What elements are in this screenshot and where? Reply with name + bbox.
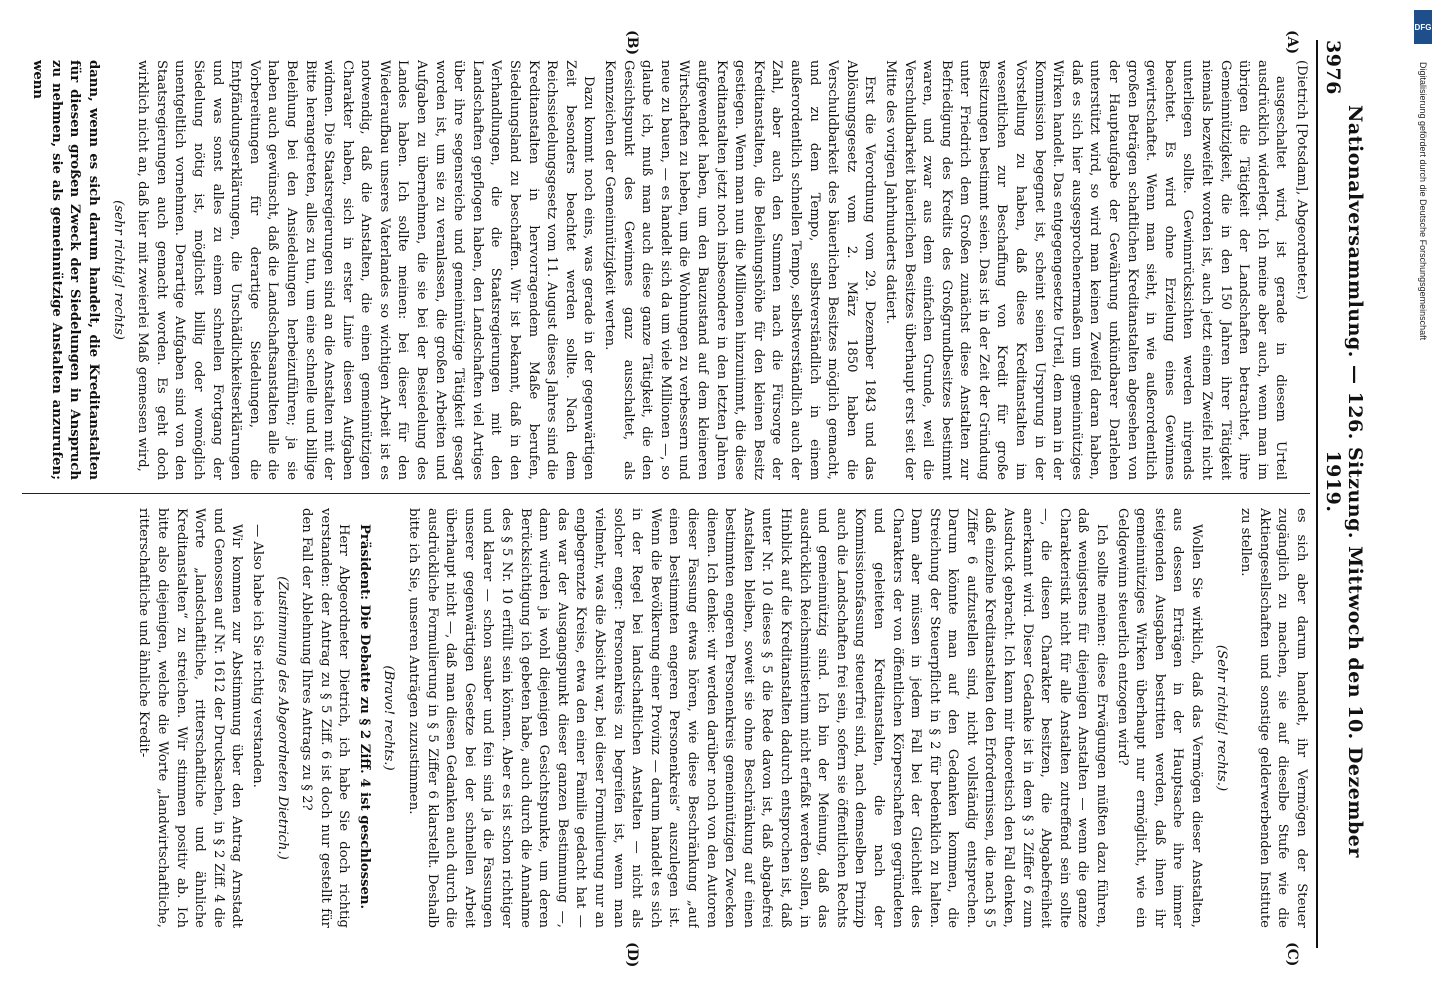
digitization-note <box>1412 10 1432 990</box>
page-running-title: Nationalversammlung. — 126. Sitzung. Mittwoch den 10. Dezember 1919. <box>1322 105 1366 858</box>
page-number: 3976 <box>1322 40 1344 95</box>
paragraph: Wollen Sie wirklich, daß das Vermögen dieser Anstalten, aus dessen Erträgen in der Hauptsache ihre immer steigenden Ausgaben bestritten werden, daß ihnen ihr gemeinnütziges Wirken überhaupt nur ermöglicht, wie ein Geldgewinn steuerlich entzogen wird? <box>1114 508 1205 928</box>
margin-marker-b: (B) <box>624 30 640 56</box>
dfg-logo: DFG <box>1414 10 1432 44</box>
page-header <box>1316 40 1366 948</box>
margin-marker-a: (A) <box>1284 30 1300 55</box>
paragraph: es sich aber darum handelt, ihr Vermögen der Steuer zugänglich zu machen, sie auf dieselbe Stufe wie die Aktiengesellschaften und sonstige gelderwerbenden Institute zu stellen. <box>1238 508 1309 928</box>
column-divider <box>22 493 1310 494</box>
president-statement: Präsident: Die Debatte zu § 2 Ziff. 4 ist geschlossen. <box>356 524 372 910</box>
paragraph: Wir kommen zur Abstimmung über den Antrag Arnstadt und Genossen auf Nr. 1612 der Drucksachen, in § 2 Ziff. 4 die Worte „landschaftliche, ritterschaftliche und ähnliche Kreditanstalten“ zu streichen. Wir stimmen positiv ab. Ich bitte also diejenigen, welche die Worte „landwirtschaftliche, ritterschaftliche und ähnliche Kredit- <box>136 508 245 928</box>
paragraph: dann, wenn es sich darum handelt, die Kreditanstalten für diesen großen Zweck der Siedelungen in Anspruch zu nehmen, sie als gemeinnützige Anstalten anzurufen; wenn <box>30 60 101 480</box>
margin-marker-c: (C) <box>1284 942 1300 967</box>
interjection: (Sehr richtig! rechts.) <box>1213 644 1229 792</box>
paragraph: ausgeschaltet wird, ist gerade in diesem Urteil ausdrücklich widerlegt. Ich meine aber auch, wenn man im übrigen die Tätigkeit der Landschaften betrachtet, ihre Gemeinnützigkeit, die in den 150 Jahren ihrer Tätigkeit niemals bezweifelt worden ist, auch jetzt einem Zweifel nicht unterliegen sollte. Gewinnrücksichten werden nirgends beachtet. Es wird ohne Erzielung eines Gewinnes gewirtschaftet. Wenn man sieht, in wie außerordentlich großen Beträgen schaftlichen Kreditanstalten abgesehen von der Hauptaufgabe der Gewährung unkündbarer Darlehen unterstützt wird, so wird man keinen Zweifel daran haben, daß es sich hier ausgesprochenermaßen um gemeinnütziges Wirken handelt. Das entgegengesetzte Urteil, dem man in der Kommission begegnet ist, scheint seinen Ursprung in der Vorstellung zu haben, daß diese Kreditanstalten im wesentlichen zur Beschaffung von Kredit für große Besitzungen bestimmt seien. Das ist in der Zeit der Gründung unter Friedrich dem Großen zunächst diese Anstalten zur Befriedigung des Kredits des Großgrundbesitzes bestimmt waren, und zwar aus dem einfachen Grunde, weil die Verschuldbarkeit bäuerlichen Besitzes überhaupt erst seit der Mitte des vorigen Jahrhunderts datiert. <box>882 60 1289 480</box>
digitization-note-text: Digitalisierung gefördert durch die Deutsche Forschungsgemeinschaft <box>1418 62 1428 341</box>
document-page <box>0 12 1380 976</box>
interjection: (sehr richtig! rechts) <box>110 200 126 340</box>
paragraph: Dazu kommt noch eins, was gerade in der gegenwärtigen Zeit besonders beachtet werden sollte. Nach dem Reichssiedelungsgesetz vom 11. August dieses Jahres sind die Kreditanstalten in hervorragendem Maße berufen, Siedelungsland zu beschaffen. Wir ist bekannt, daß in den Verhandlungen, die die Staatsregierungen mit den Landschaften gepflogen haben, den Landschaften viel Artiges über ihre segensreiche und gemeinnützige Tätigkeit gesagt worden ist, um sie zu veranlassen, die großen Arbeiten und Aufgaben zu übernehmen, die sie bei der Besiedelung des Landes haben. Ich sollte meinen: bei dieser für den Wiederaufbau unseres Vaterlandes so wichtigen Arbeit ist es notwendig, daß die Anstalten, die einen gemeinnützigen Charakter haben, sich in erster Linie diesen Aufgaben widmen. Die Staatsregierungen sind an die Anstalten mit der Bitte herangetreten, alles zu tun, um eine schnelle und billige Beleihung bei den Ansiedelungen herbeizuführen; ja sie haben auch gewünscht, daß die Landschaftsanstalten alle die Vorbereitungen für derartige Siedelungen, die Entpfändungserklärungen, die Unschädlichkeitserklärungen und was sonst alles zu einem schnellen Fortgang der Siedelung nötig ist, möglichst billig oder womöglich unentgeltlich vornehmen. Derartige Aufgaben sind von den Staatsregierungen auch gemacht worden. Es geht doch wirklich nicht an, daß hier mit zweierlei Maß gemessen wird, <box>135 60 597 480</box>
text-column-left <box>22 60 1310 480</box>
paragraph: Ich sollte meinen: diese Erwägungen müßten dazu führen, daß wenigstens für diejenigen Anstalten — wenn die ganze Charakteristik nicht für alle Anstalten zutreffend sein sollte —, die diesen Charakter besitzen, die Abgabefreiheit anerkannt wird. Dieser Gedanke ist in dem § 3 Ziffer 6 zum Ausdruck gebracht. Ich kann mir theoretisch den Fall denken, daß einzelne Kreditanstalten den Erfordernissen, die nach § 5 Ziffer 6 aufzustellen sind, nicht vollständig entsprechen. Darum könnte man auf den Gedanken kommen, die Streichung der Steuerpflicht in § 2 für bedenklich zu halten. Dann aber müssen in jedem Fall bei der Gleichheit des Charakters der von öffentlichen Körperschaften gegründeten und geleiteten Kreditanstalten, die nach der Kommissionsfassung steuerfrei sind, nach demselben Prinzip auch die Landschaften frei sein, sofern sie öffentlichen Rechts und gemeinnützig sind. Ich bin der Meinung, daß das ausdrücklich Reichsministerium nicht erfaßt werden sollen, in Hinblick auf die Kreditanstalten dadurch entsprochen ist, daß unter Nr. 10 dieses § 5 die Rede davon ist, daß abgabefrei Anstalten bleiben, soweit sie ohne Beschränkung auf einen bestimmten engeren Personenkreis gemeinnützigen Zwecken dienen. Ich denke: wir werden darüber noch von den Autoren dieser Fassung etwas hören, wie diese Beschränkung „auf einen bestimmten engeren Personenkreis“ auszulegen ist. Wenn die Bevölkerung einer Provinz — darum handelt es sich in der Regel bei landschaftlichen Anstalten — nicht als solcher enger: Personenkreis zu begreifen ist, wenn man vielmehr, was die Absicht war, bei dieser Formulierung nur an engbegrenzte Kreise, etwa den einer Familie gedacht hat — das war der Ausgangspunkt dieser ganzen Bestimmung —, dann würden ja wohl diejenigen Gesichtspunkte, um deren Berücksichtigung ich gebeten habe, auch durch die Annahme des § 5 Nr. 10 erfüllt sein können. Aber es ist schon richtiger und klarer — schon sauber und fein sind ja die Fassungen unserer gegenwärtigen Gesetze bei der schnellen Arbeit überhaupt nicht —, daß man diesen Gedanken auch durch die ausdrückliche Formulierung in § 5 Ziffer 6 klarstellt. Deshalb bitte ich Sie, unseren Anträgen zuzustimmen. <box>406 508 1110 928</box>
paragraph: — Also habe ich Sie richtig verstanden. <box>249 524 265 788</box>
paragraph: Erst die Verordnung vom 29. Dezember 1843 und das Ablösungsgesetz vom 2. März 1850 haben die Verschuldbarkeit des bäuerlichen Besitzes möglich gemacht, und zu dem Tempo, selbstverständlich in einem außerordentlich schnellen Tempo, selbstverständlich auch der Zahl, aber auch den Summen nach die Fürsorge der Kreditanstalten, die Beleihungshöhe für den kleinen Besitz gestiegen. Wenn man nun die Millionen hinzunimmt, die diese Kreditanstalten jetzt noch insbesondere in den letzten Jahren aufgewendet haben, um den Bauzustand auf dem kleineren Wirtschaften zu heben, um die Wohnungen zu verbessern und neue zu bauen, — es handelt sich da um viele Millionen —, so glaube ich, muß man auch diese ganze Tätigkeit, die den Gesichtspunkt des Gewinnes ganz ausschaltet, als Kennzeichen der Gemeinnützigkeit werten. <box>602 60 878 480</box>
paragraph: Herr Abgeordneter Dietrich, ich habe Sie doch richtig verstanden: der Antrag zu § 5 Ziff. 6 ist doch nur gestellt für den Fall der Ablehnung Ihres Antrags zu § 2? <box>299 508 352 928</box>
interjection: (Zustimmung des Abgeordneten Dietrich.) <box>274 576 290 860</box>
interjection: (Bravo! rechts.) <box>381 665 397 771</box>
speaker-line: (Dietrich [Potsdam], Abgeordneter.) <box>1294 60 1309 300</box>
text-column-right <box>22 508 1310 928</box>
margin-marker-d: (D) <box>624 942 640 968</box>
